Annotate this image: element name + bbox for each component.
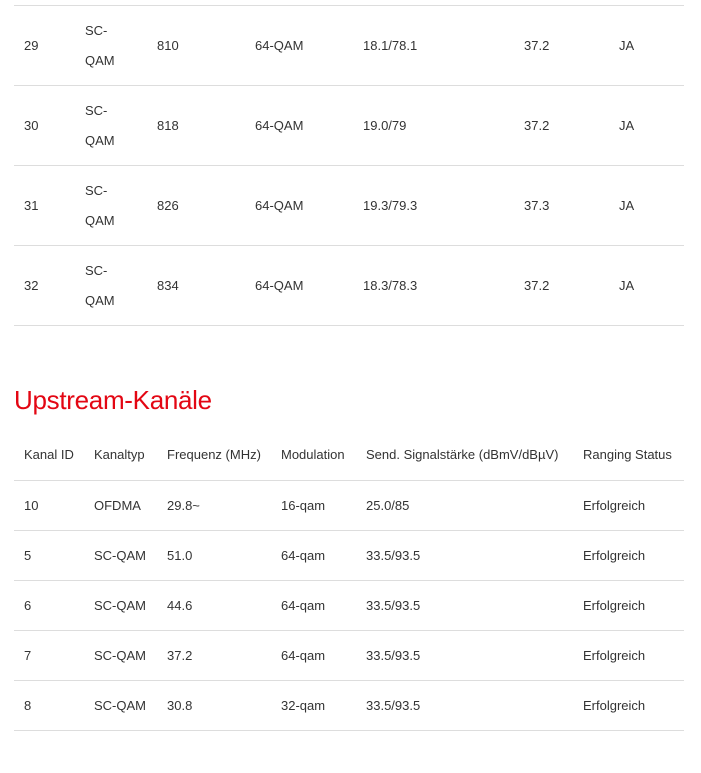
modulation-cell: 16-qam [281, 497, 326, 513]
modulation-cell: 64-qam [281, 647, 326, 663]
column-header-channel-type: Kanaltyp [94, 447, 145, 463]
signal-power-cell: 19.3/79.3 [363, 197, 418, 213]
table-header-row [14, 430, 684, 480]
signal-power-cell: 33.5/93.5 [366, 547, 421, 563]
modulation-cell: 64-qam [281, 597, 326, 613]
channel-id-cell: 29 [24, 37, 39, 53]
table-row [14, 530, 684, 580]
frequency-cell: 51.0 [167, 547, 193, 563]
frequency-cell: 44.6 [167, 597, 193, 613]
frequency-cell: 818 [157, 117, 179, 133]
upstream-section-title: Upstream-Kanäle [14, 385, 212, 415]
signal-power-cell: 25.0/85 [366, 497, 410, 513]
channel-type-cell: OFDMA [94, 497, 141, 513]
channel-id-cell: 5 [24, 547, 32, 563]
ranging-status-cell: Erfolgreich [583, 697, 646, 713]
modulation-cell: 64-QAM [255, 117, 304, 133]
signal-power-cell: 19.0/79 [363, 117, 407, 133]
upstream-channels-table [14, 430, 684, 731]
modulation-cell: 64-QAM [255, 37, 304, 53]
frequency-cell: 30.8 [167, 697, 193, 713]
column-header-modulation: Modulation [281, 447, 345, 463]
modulation-cell: 64-qam [281, 547, 326, 563]
table-row [14, 166, 684, 246]
channel-type-line: SC- [85, 182, 108, 198]
channel-id-cell: 8 [24, 697, 32, 713]
ranging-status-cell: Erfolgreich [583, 547, 646, 563]
channel-type-line: QAM [85, 132, 115, 148]
locked-status-cell: JA [619, 277, 635, 293]
ranging-status-cell: Erfolgreich [583, 497, 646, 513]
channel-type-cell: SC-QAM [94, 697, 146, 713]
frequency-cell: 834 [157, 277, 179, 293]
channel-type-cell [75, 246, 147, 326]
snr-cell: 37.2 [524, 277, 550, 293]
signal-power-cell: 33.5/93.5 [366, 597, 421, 613]
channel-type-line: SC- [85, 262, 108, 278]
channel-type-line: SC- [85, 22, 108, 38]
modulation-cell: 32-qam [281, 697, 326, 713]
snr-cell: 37.2 [524, 117, 550, 133]
channel-id-cell: 6 [24, 597, 32, 613]
channel-type-cell [75, 6, 147, 86]
channel-type-cell: SC-QAM [94, 597, 146, 613]
channel-id-cell: 10 [24, 497, 39, 513]
modulation-cell: 64-QAM [255, 197, 304, 213]
snr-cell: 37.3 [524, 197, 550, 213]
table-row [14, 630, 684, 680]
column-header-channel-id: Kanal ID [24, 447, 74, 463]
channel-type-line: QAM [85, 292, 115, 308]
table-row [14, 246, 684, 326]
channel-id-cell: 32 [24, 277, 39, 293]
channel-id-cell: 7 [24, 647, 32, 663]
locked-status-cell: JA [619, 197, 635, 213]
locked-status-cell: JA [619, 117, 635, 133]
table-row [14, 680, 684, 730]
channel-type-cell [75, 86, 147, 166]
channel-type-line: QAM [85, 52, 115, 68]
downstream-channels-table [14, 5, 684, 326]
ranging-status-cell: Erfolgreich [583, 647, 646, 663]
snr-cell: 37.2 [524, 37, 550, 53]
signal-power-cell: 18.3/78.3 [363, 277, 418, 293]
channel-id-cell: 30 [24, 117, 39, 133]
table-row [14, 580, 684, 630]
signal-power-cell: 33.5/93.5 [366, 647, 421, 663]
frequency-cell: 826 [157, 197, 179, 213]
table-row [14, 86, 684, 166]
column-header-frequency: Frequenz (MHz) [167, 447, 261, 463]
channel-type-cell: SC-QAM [94, 547, 146, 563]
modulation-cell: 64-QAM [255, 277, 304, 293]
column-header-signal-power: Send. Signalstärke (dBmV/dBµV) [366, 447, 559, 463]
channel-type-line: SC- [85, 102, 108, 118]
signal-power-cell: 18.1/78.1 [363, 37, 418, 53]
frequency-cell: 37.2 [167, 647, 193, 663]
channel-id-cell: 31 [24, 197, 39, 213]
ranging-status-cell: Erfolgreich [583, 597, 646, 613]
channel-type-cell: SC-QAM [94, 647, 146, 663]
frequency-cell: 29.8~ [167, 497, 200, 513]
table-row [14, 480, 684, 530]
column-header-ranging-status: Ranging Status [583, 447, 672, 463]
frequency-cell: 810 [157, 37, 179, 53]
locked-status-cell: JA [619, 37, 635, 53]
channel-type-cell [75, 166, 147, 246]
table-row [14, 6, 684, 86]
signal-power-cell: 33.5/93.5 [366, 697, 421, 713]
channel-type-line: QAM [85, 212, 115, 228]
